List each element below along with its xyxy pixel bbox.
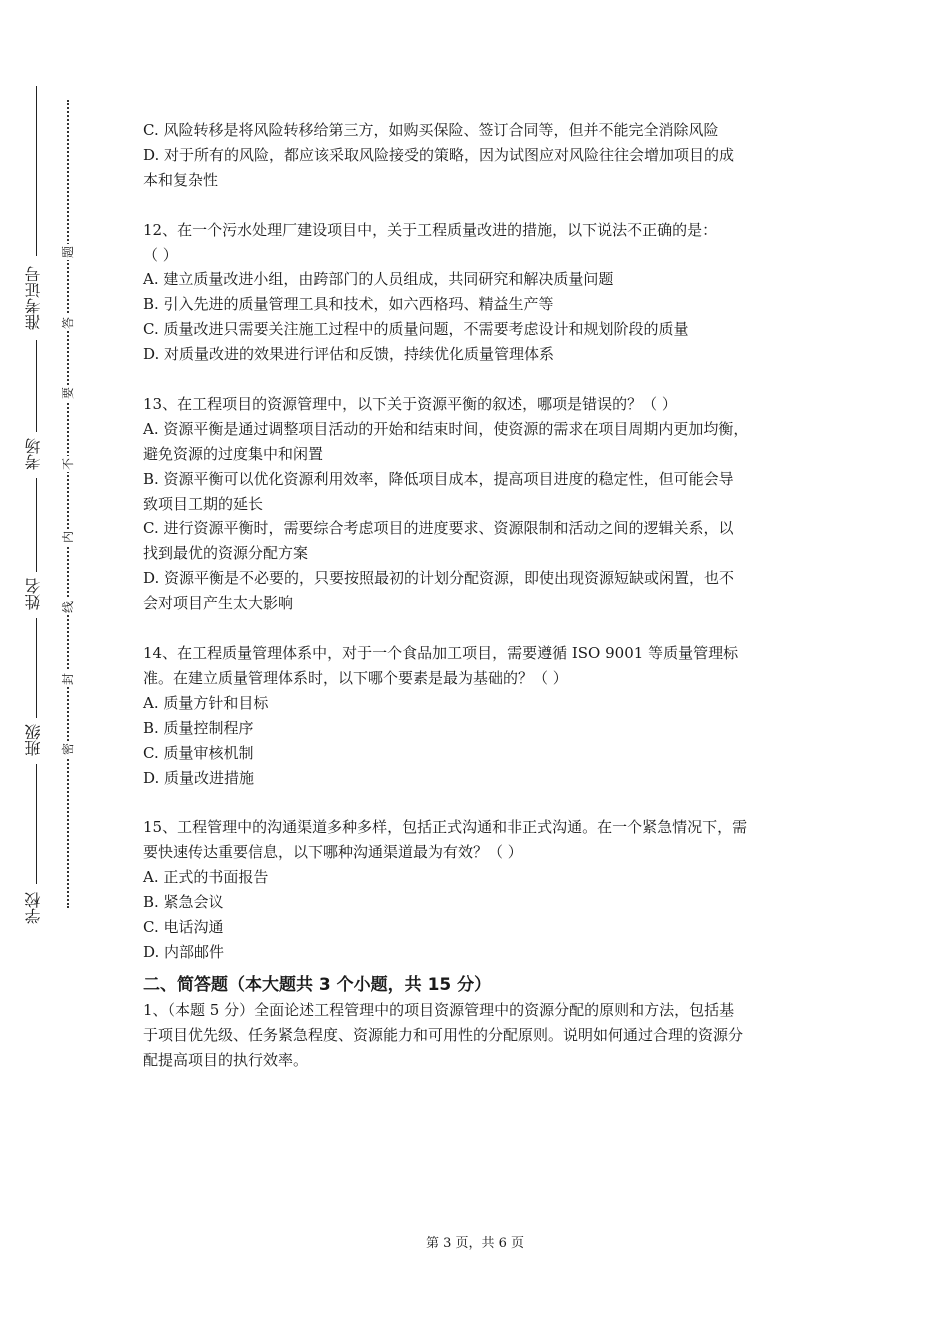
q13-option-d: D. 资源平衡是不必要的，只要按照最初的计划分配资源，即使出现资源短缺或闲置，也不	[143, 569, 735, 588]
q14-option-b: B. 质量控制程序	[143, 718, 254, 737]
q15-stem-cont: 要快速传达重要信息，以下哪种沟通渠道最为有效？（ ）	[143, 843, 523, 862]
exam-room-label: 考场	[24, 438, 43, 470]
seal-char: 线	[61, 601, 75, 614]
q12-stem: 12、在一个污水处理厂建设项目中，关于工程质量改进的措施，以下说法不正确的是：	[143, 220, 718, 239]
exam-content	[143, 118, 815, 1072]
section-title: 二、简答题（本大题共 3 个小题，共 15 分）	[143, 974, 492, 995]
seal-char: 题	[61, 246, 75, 259]
q13-stem: 13、在工程项目的资源管理中，以下关于资源平衡的叙述，哪项是错误的？（ ）	[143, 394, 677, 413]
q14-option-c: C. 质量审核机制	[143, 743, 254, 762]
seal-char: 内	[61, 531, 75, 544]
seal-char: 要	[61, 387, 75, 400]
seal-dotted-line	[67, 100, 69, 908]
q13-option-b: B. 资源平衡可以优化资源利用效率，降低项目成本，提高项目进度的稳定性，但可能会导	[143, 469, 734, 488]
essay-q1-cont: 于项目优先级、任务紧急程度、资源能力和可用性的分配原则。说明如何通过合理的资源分	[143, 1025, 744, 1044]
class-label: 班级	[24, 724, 43, 756]
q13-option-a: A. 资源平衡是通过调整项目活动的开始和结束时间，使资源的需求在项目周期内更加均衡，	[143, 419, 749, 438]
seal-char: 密	[61, 743, 75, 756]
seal-char: 封	[61, 673, 75, 686]
q14-option-d: D. 质量改进措施	[143, 768, 255, 787]
q11-option-c: C. 风险转移是将风险转移给第三方，如购买保险、签订合同等，但并不能完全消除风险	[143, 121, 719, 139]
q12-option-c: C. 质量改进只需要关注施工过程中的质量问题，不需要考虑设计和规划阶段的质量	[143, 320, 689, 339]
q13-option-c-cont: 找到最优的资源分配方案	[143, 544, 309, 563]
q14-stem: 14、在工程质量管理体系中，对于一个食品加工项目，需要遵循 ISO 9001 等质量管理标	[143, 643, 739, 662]
binding-line-segment	[36, 764, 37, 884]
name-label: 姓名	[24, 578, 43, 610]
exam-number-label: 准考证号	[24, 266, 43, 330]
essay-q1-cont: 配提高项目的执行效率。	[143, 1050, 309, 1069]
q13-option-c: C. 进行资源平衡时，需要综合考虑项目的进度要求、资源限制和活动之间的逻辑关系，以	[143, 519, 734, 538]
q13-option-a-cont: 避免资源的过度集中和闲置	[143, 444, 324, 463]
binding-line-segment	[36, 618, 37, 718]
q12-answer-blank: （ ）	[143, 245, 178, 264]
q13-option-d-cont: 会对项目产生太大影响	[143, 594, 294, 613]
binding-line-segment	[36, 340, 37, 432]
q15-option-a: A. 正式的书面报告	[143, 868, 269, 887]
seal-char: 答	[61, 317, 75, 330]
seal-char: 不	[61, 458, 75, 471]
q15-option-b: B. 紧急会议	[143, 893, 224, 912]
q12-option-a: A. 建立质量改进小组，由跨部门的人员组成，共同研究和解决质量问题	[143, 270, 614, 289]
q11-option-d-cont: 本和复杂性	[143, 170, 219, 189]
essay-q1: 1、（本题 5 分）全面论述工程管理中的项目资源管理中的资源分配的原则和方法，包括基	[143, 1000, 735, 1019]
binding-line-segment	[36, 478, 37, 572]
school-label: 学校	[24, 892, 43, 924]
q15-stem: 15、工程管理中的沟通渠道多种多样，包括正式沟通和非正式沟通。在一个紧急情况下，需	[143, 818, 748, 837]
q13-option-b-cont: 致项目工期的延长	[143, 494, 264, 513]
q15-option-d: D. 内部邮件	[143, 942, 225, 961]
q11-option-d: D. 对于所有的风险，都应该采取风险接受的策略，因为试图应对风险往往会增加项目的成	[143, 145, 735, 164]
q12-option-d: D. 对质量改进的效果进行评估和反馈，持续优化质量管理体系	[143, 345, 555, 364]
binding-line-top	[36, 86, 37, 256]
q14-option-a: A. 质量方针和目标	[143, 693, 269, 712]
page-number: 第 3 页，共 6 页	[425, 1236, 525, 1251]
q15-option-c: C. 电话沟通	[143, 917, 224, 936]
q14-stem-cont: 准。在建立质量管理体系时，以下哪个要素是最为基础的？（ ）	[143, 668, 568, 687]
q12-option-b: B. 引入先进的质量管理工具和技术，如六西格玛、精益生产等	[143, 295, 554, 314]
